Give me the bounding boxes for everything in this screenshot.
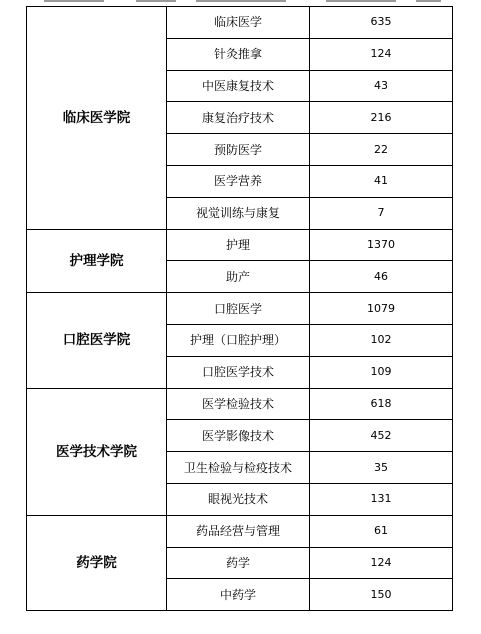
- college-name-cell: 口腔医学院: [27, 293, 167, 388]
- table-row: [27, 293, 453, 325]
- college-name-cell: 临床医学院: [27, 7, 167, 230]
- major-cell: 医学营养: [167, 165, 310, 197]
- count-cell: 216: [310, 102, 453, 134]
- college-name-cell: 药学院: [27, 515, 167, 610]
- table-row: [27, 388, 453, 420]
- college-name-cell: 护理学院: [27, 229, 167, 293]
- count-cell: 618: [310, 388, 453, 420]
- major-cell: 口腔医学: [167, 293, 310, 325]
- count-cell: 150: [310, 579, 453, 611]
- major-cell: 口腔医学技术: [167, 356, 310, 388]
- count-cell: 41: [310, 165, 453, 197]
- major-cell: 中医康复技术: [167, 70, 310, 102]
- major-cell: 药品经营与管理: [167, 515, 310, 547]
- major-cell: 卫生检验与检疫技术: [167, 452, 310, 484]
- count-cell: 46: [310, 261, 453, 293]
- major-cell: 预防医学: [167, 134, 310, 166]
- count-cell: 1079: [310, 293, 453, 325]
- table-row: [27, 7, 453, 39]
- count-cell: 43: [310, 70, 453, 102]
- count-cell: 131: [310, 483, 453, 515]
- cropped-header-strip: [26, 0, 451, 4]
- count-cell: 102: [310, 324, 453, 356]
- major-cell: 康复治疗技术: [167, 102, 310, 134]
- major-cell: 助产: [167, 261, 310, 293]
- major-cell: 视觉训练与康复: [167, 197, 310, 229]
- major-cell: 针灸推拿: [167, 38, 310, 70]
- table-row: [27, 229, 453, 261]
- count-cell: 7: [310, 197, 453, 229]
- table-row: [27, 515, 453, 547]
- major-cell: 中药学: [167, 579, 310, 611]
- major-cell: 护理（口腔护理）: [167, 324, 310, 356]
- count-cell: 22: [310, 134, 453, 166]
- count-cell: 35: [310, 452, 453, 484]
- count-cell: 635: [310, 7, 453, 39]
- major-cell: 临床医学: [167, 7, 310, 39]
- enrollment-table: [26, 6, 453, 611]
- count-cell: 124: [310, 547, 453, 579]
- count-cell: 124: [310, 38, 453, 70]
- major-cell: 护理: [167, 229, 310, 261]
- college-name-cell: 医学技术学院: [27, 388, 167, 515]
- count-cell: 61: [310, 515, 453, 547]
- major-cell: 药学: [167, 547, 310, 579]
- major-cell: 医学影像技术: [167, 420, 310, 452]
- major-cell: 医学检验技术: [167, 388, 310, 420]
- count-cell: 1370: [310, 229, 453, 261]
- count-cell: 452: [310, 420, 453, 452]
- major-cell: 眼视光技术: [167, 483, 310, 515]
- count-cell: 109: [310, 356, 453, 388]
